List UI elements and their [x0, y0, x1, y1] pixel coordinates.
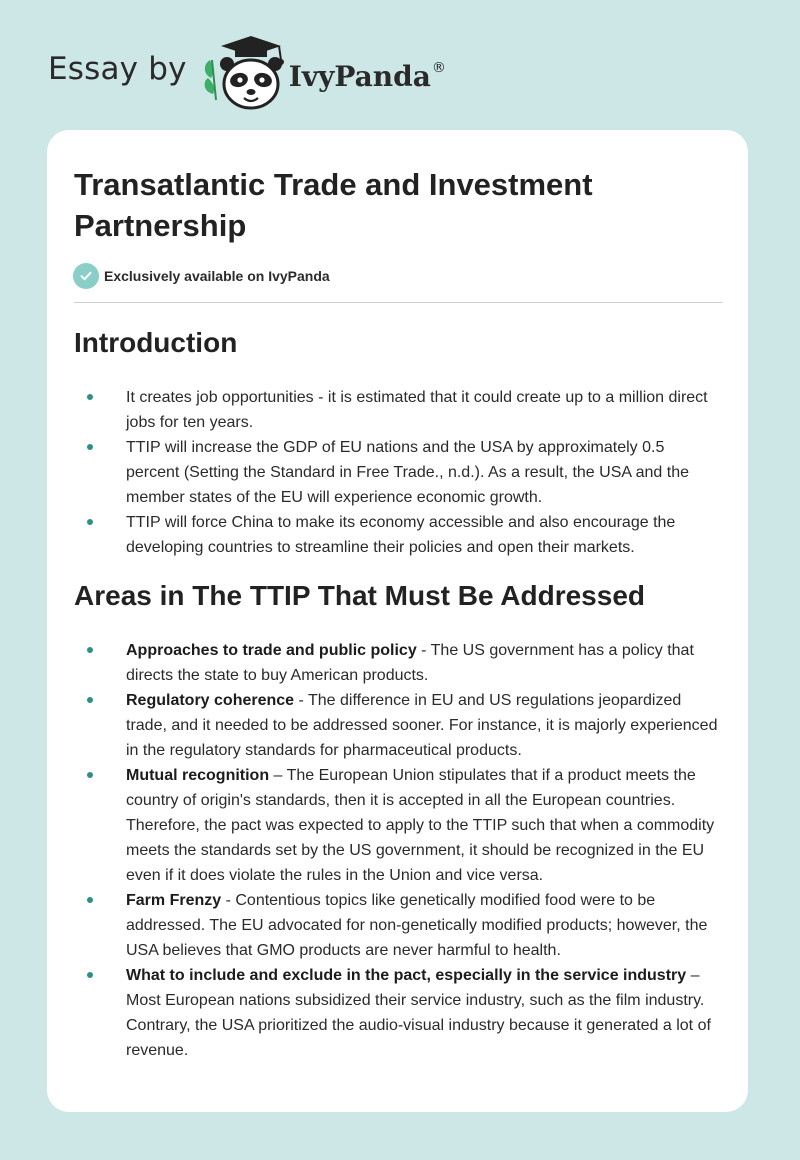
bullet-icon — [87, 772, 93, 778]
exclusive-badge — [73, 263, 330, 289]
item-lead: Regulatory coherence — [126, 692, 295, 709]
list-item: What to include and exclude in the pact, especially in the service industry – Most European nations subsidized their service industry, such as the film industry. Contrary, the USA prioritized the audio-visual industry because it generated a lot of revenue. — [47, 963, 748, 1063]
badge-text: Exclusively available on IvyPanda — [104, 268, 330, 284]
item-lead: Approaches to trade and public policy — [126, 642, 417, 659]
article-card — [47, 130, 748, 1112]
trademark-symbol: ® — [431, 59, 446, 76]
bullet-icon — [87, 897, 93, 903]
bullet-icon — [87, 697, 93, 703]
item-lead: What to include and exclude in the pact, especially in the service industry — [126, 967, 687, 984]
bullet-icon — [87, 647, 93, 653]
section-heading-areas: Areas in The TTIP That Must Be Addressed — [74, 580, 646, 611]
article-title: Transatlantic Trade and Investment Partnership — [74, 167, 593, 243]
list-item: TTIP will increase the GDP of EU nations and the USA by approximately 0.5 percent (Setting the Standard in Free Trade., n.d.). As a result, the USA and the member states of the EU will experience economic growth. — [47, 435, 748, 510]
areas-list — [47, 638, 748, 1063]
bullet-icon — [87, 444, 93, 450]
brand-header — [48, 34, 446, 114]
section-heading-introduction: Introduction — [74, 327, 238, 358]
list-item: Regulatory coherence - The difference in EU and US regulations jeopardized trade, and it needed to be addressed sooner. For instance, it is majorly experienced in the regulatory standards for pharmaceutical products. — [47, 688, 748, 763]
list-item: Farm Frenzy - Contentious topics like genetically modified food were to be addressed. The EU advocated for non-genetically modified products; however, the USA believes that GMO products are never harmful to health. — [47, 888, 748, 963]
list-item: TTIP will force China to make its economy accessible and also encourage the developing countries to streamline their policies and open their markets. — [47, 510, 748, 560]
item-lead: Farm Frenzy — [126, 892, 222, 909]
list-item: Approaches to trade and public policy - The US government has a policy that directs the state to buy American products. — [47, 638, 748, 688]
introduction-list — [47, 385, 748, 560]
list-item: Mutual recognition – The European Union stipulates that if a product meets the country of origin's standards, then it is accepted in all the European countries. Therefore, the pact was expected to apply to the TTIP such that when a commodity meets the standards set by the US government, it should be recognized in the EU even if it does violate the rules in the Union and vice versa. — [47, 763, 748, 888]
title-divider — [74, 302, 723, 303]
bullet-icon — [87, 394, 93, 400]
list-item: It creates job opportunities - it is estimated that it could create up to a million direct jobs for ten years. — [47, 385, 748, 435]
check-circle-icon — [73, 263, 99, 289]
bullet-icon — [87, 972, 93, 978]
bullet-icon — [87, 519, 93, 525]
brand-name[interactable]: IvyPanda® — [288, 59, 446, 93]
item-lead: Mutual recognition — [126, 767, 270, 784]
panda-logo-icon[interactable] — [201, 34, 293, 114]
brand-prefix: Essay by — [48, 51, 187, 87]
